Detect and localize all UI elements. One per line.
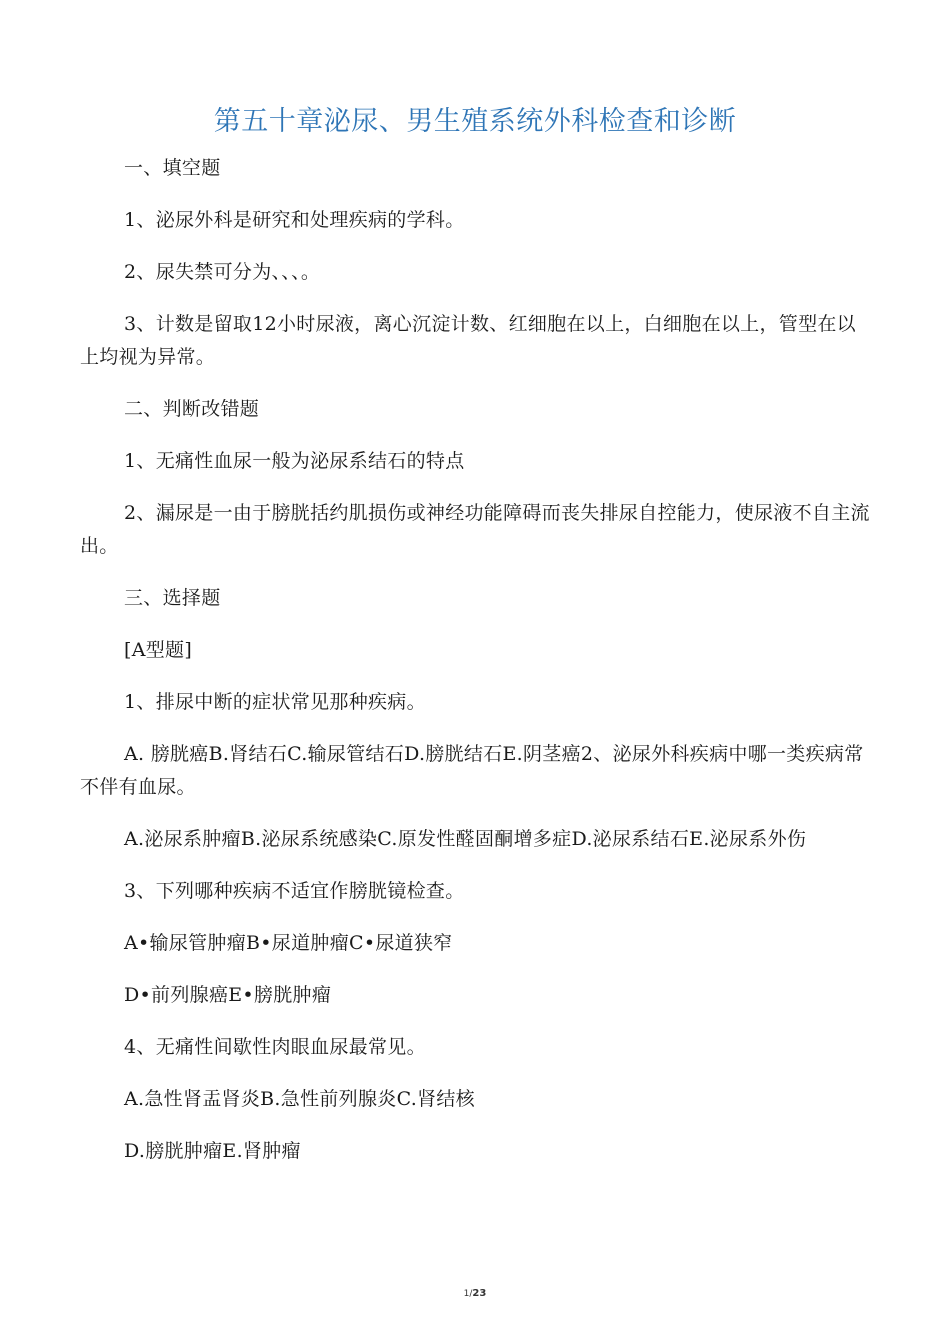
choice-options-3a: A•输尿管肿瘤B•尿道肿瘤C•尿道狭窄 bbox=[124, 932, 453, 954]
page-number bbox=[0, 1288, 950, 1299]
subsection-type-a: [A型题] bbox=[124, 639, 193, 661]
section-heading-choice: 三、选择题 bbox=[124, 587, 221, 609]
total-pages: 23 bbox=[472, 1288, 487, 1299]
choice-options-3b: D•前列腺癌E•膀胱肿瘤 bbox=[124, 984, 332, 1006]
section-heading-true-false: 二、判断改错题 bbox=[124, 398, 260, 420]
choice-options-4a: A.急性肾盂肾炎B.急性前列腺炎C.肾结核 bbox=[124, 1088, 475, 1110]
choice-question-3: 3、下列哪种疾病不适宜作膀胱镜检查。 bbox=[124, 880, 465, 902]
fill-question-1: 1、泌尿外科是研究和处理疾病的学科。 bbox=[124, 209, 465, 231]
choice-options-2: A.泌尿系肿瘤B.泌尿系统感染C.原发性醛固酮增多症D.泌尿系结石E.泌尿系外伤 bbox=[124, 828, 807, 850]
page-title: 第五十章泌尿、男生殖系统外科检查和诊断 bbox=[213, 106, 737, 137]
document-body bbox=[80, 152, 870, 1187]
judge-question-1: 1、无痛性血尿一般为泌尿系结石的特点 bbox=[124, 450, 465, 472]
current-page: 1/ bbox=[463, 1289, 473, 1299]
judge-question-2: 2、漏尿是一由于膀胱括约肌损伤或神经功能障碍而丧失排尿自控能力，使尿液不自主流出。 bbox=[80, 502, 870, 557]
choice-options-1: A. 膀胱癌B.肾结石C.输尿管结石D.膀胱结石E.阴茎癌2、泌尿外科疾病中哪一类疾病常不伴有血尿。 bbox=[80, 743, 864, 798]
section-heading-fill-blank: 一、填空题 bbox=[124, 157, 221, 179]
choice-question-1: 1、排尿中断的症状常见那种疾病。 bbox=[124, 691, 426, 713]
fill-question-3: 3、计数是留取12小时尿液，离心沉淀计数、红细胞在以上，白细胞在以上，管型在以上均视为异常。 bbox=[80, 313, 856, 368]
choice-options-4b: D.膀胱肿瘤E.肾肿瘤 bbox=[124, 1140, 301, 1162]
fill-question-2: 2、尿失禁可分为、、、。 bbox=[124, 261, 321, 283]
choice-question-4: 4、无痛性间歇性肉眼血尿最常见。 bbox=[124, 1036, 426, 1058]
